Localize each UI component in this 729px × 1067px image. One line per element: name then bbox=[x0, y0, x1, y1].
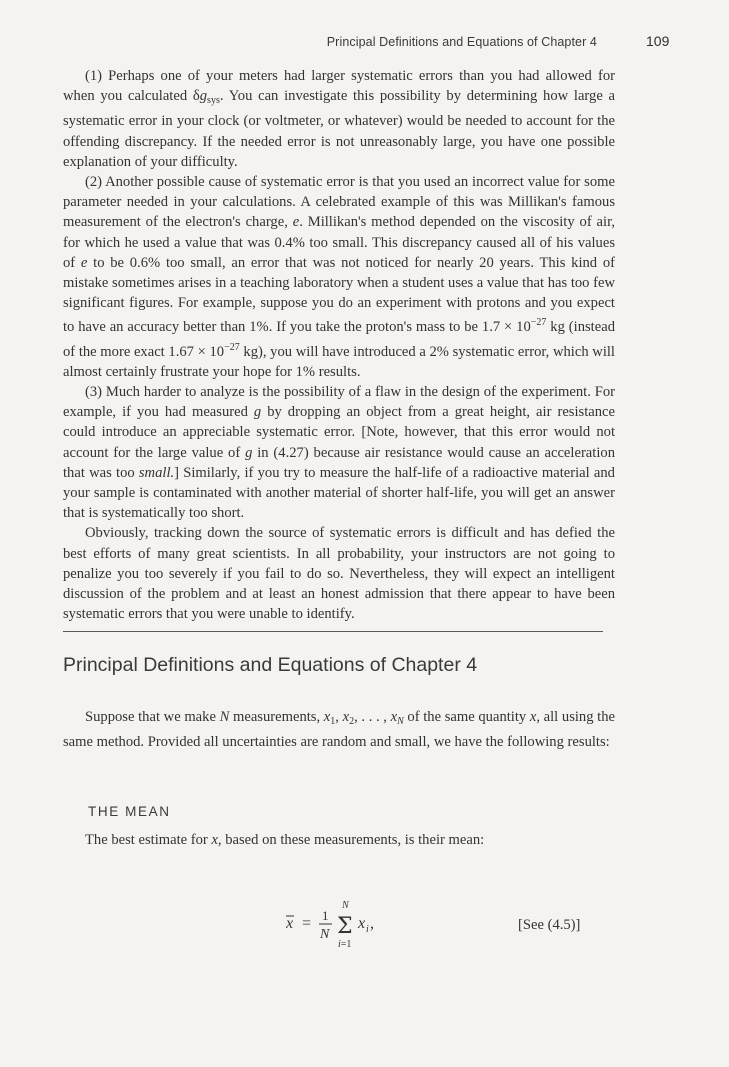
mean-paragraph: The best estimate for x, based on these measurements, is their mean: bbox=[85, 832, 485, 848]
svg-text:i: i bbox=[366, 924, 369, 935]
running-head: Principal Definitions and Equations of Chapter 4 bbox=[326, 35, 597, 49]
mean-text-block bbox=[63, 830, 615, 850]
paragraph-3: (3) Much harder to analyze is the possibility of a flaw in the design of the experiment. For example, if you had measured g by dropping an object from a great height, air resistance could introduce an appreciable systematic error. [Note, however, that this error would not account for the large value of g in (4.27) because air resistance would cause an acceleration that was too small.] Similarly, if you try to measure the half-life of a radioactive material and your sample is contaminated with another material of shorter half-life, you will get an answer that is systematically too short. bbox=[63, 384, 615, 522]
svg-text:1: 1 bbox=[322, 908, 329, 923]
mean-equation bbox=[286, 890, 406, 970]
section-divider bbox=[63, 631, 603, 632]
svg-text:x: x bbox=[358, 915, 366, 932]
svg-text:N: N bbox=[342, 900, 349, 911]
body-text bbox=[63, 66, 615, 624]
svg-text:x: x bbox=[286, 915, 294, 932]
svg-text:,: , bbox=[370, 915, 374, 932]
mean-subheading: THE MEAN bbox=[88, 804, 171, 819]
svg-text:i=1: i=1 bbox=[338, 939, 352, 950]
section-intro bbox=[63, 707, 615, 752]
paragraph-4: Obviously, tracking down the source of systematic errors is difficult and has defied the best efforts of many great scientists. In all probability, your instructors are not going to penalize you too severely if you fail to do so. Nevertheless, they will expect an intelligent discussion of the problem and at least an honest admission that there appear to have been systematic errors that you were unable to identify. bbox=[63, 525, 615, 623]
paragraph-1: (1) Perhaps one of your meters had larger systematic errors than you had allowed for when you calculated $\delta g_{sys}$. You can investigate this possibility by determining how large a systematic error in your clock (or voltmeter, or whatever) would be needed to account for the offending discrepancy. If the needed error is not unreasonably large, you have one possible explanation of your difficulty. bbox=[63, 68, 616, 170]
equation-reference: [See (4.5)] bbox=[518, 917, 581, 933]
mean-equation-row bbox=[0, 890, 729, 970]
intro-paragraph: Suppose that we make N measurements, $x_1$, $x_2$, . . . , $x_N$ of the same quantity x, all using the same method. Provided all uncertainties are random and small, we have the following results: bbox=[63, 709, 616, 751]
section-title: Principal Definitions and Equations of Chapter 4 bbox=[63, 654, 478, 676]
mean-formula-graphic bbox=[286, 890, 406, 970]
svg-text:N: N bbox=[320, 927, 330, 942]
svg-text:=: = bbox=[302, 915, 312, 932]
page-number: 109 bbox=[646, 33, 670, 49]
paragraph-2: (2) Another possible cause of systematic error is that you used an incorrect value for some parameter needed in your calculations. A celebrated example of this was Millikan's famous measurement of the electron's charge, e. Millikan's method depended on the viscosity of air, for which he used a value that was 0.4% too small. This discrepancy caused all of his values of e to be 0.6% too small, an error that was not noticed for nearly 20 years. This kind of mistake sometimes arises in a teaching laboratory when a student uses a value that has too few significant figures. For example, suppose you do an experiment with protons and you expect to have an accuracy better than 1%. If you take the proton's mass to be $1.7 \times 10^{-27}$ kg (instead of the more exact $1.67 \times 10^{-27}$ kg), you will have introduced a 2% systematic error, which will almost certainly frustrate your hope for 1% results. bbox=[63, 174, 616, 380]
svg-text:Σ: Σ bbox=[337, 914, 353, 939]
